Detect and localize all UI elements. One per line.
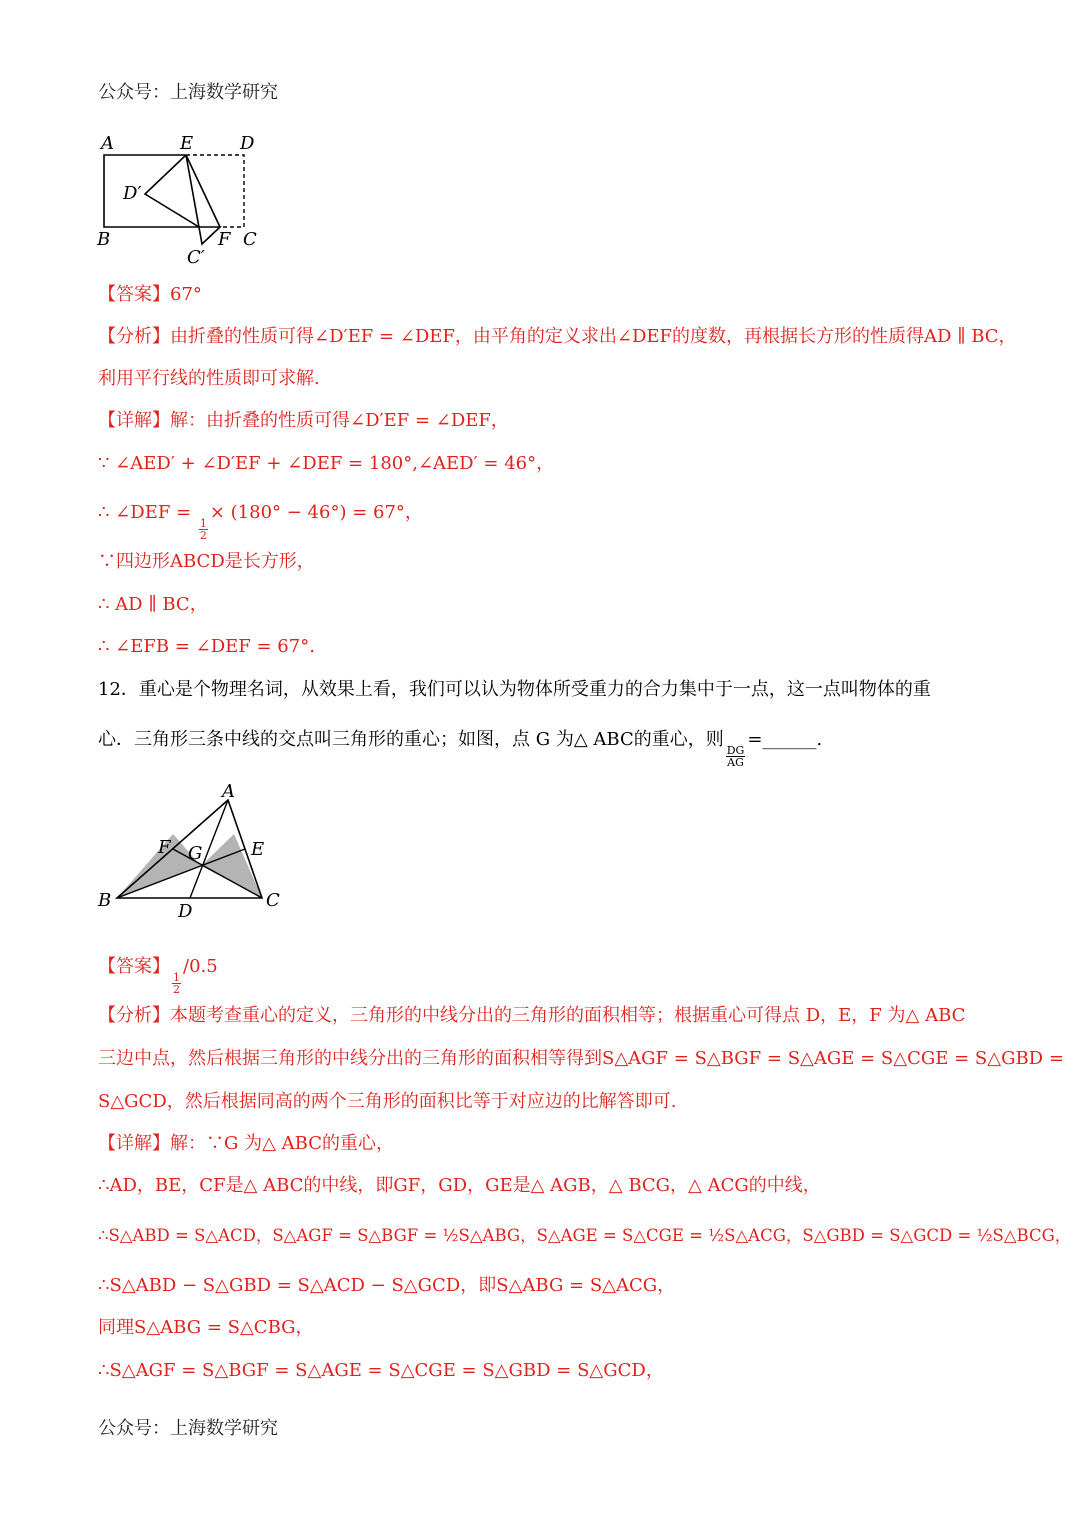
answer-value: 67°: [170, 284, 202, 305]
q11-detail-line-6: ∴ ∠EFB = ∠DEF = 67°.: [98, 636, 315, 657]
fold-line-ef: [186, 155, 220, 227]
q12-detail-line-5: 同理S△ABG = S△CBG，: [98, 1317, 314, 1338]
detail-text: 解：由折叠的性质可得∠D′EF = ∠DEF，: [170, 410, 509, 431]
label-b: B: [98, 890, 112, 911]
detail-text: 解：∵G 为△ ABC的重心，: [170, 1133, 394, 1154]
frac-num: DG: [726, 744, 745, 757]
centroid-triangle-figure: [90, 778, 300, 923]
label-a: A: [101, 133, 114, 154]
q12-answer: [98, 955, 218, 995]
q12-analysis-line-2: 三边中点，然后根据三角形的中线分出的三角形的面积相等得到S△AGF = S△BGF = S△AGE = S△CGE = S△GBD =: [98, 1048, 1064, 1069]
detail-tag: 【详解】: [98, 1133, 170, 1154]
folding-rectangle-figure: [90, 130, 270, 270]
q12-stem-line-1: 12．重心是个物理名词，从效果上看，我们可以认为物体所受重力的合力集中于一点，这一点叫物体的重: [98, 679, 931, 700]
q12-detail-line-3: ∴S△ABD = S△ACD，S△AGF = S△BGF = ½S△ABG，S△AGE = S△CGE = ½S△ACG，S△GBD = S△GCD = ½S△BCG，: [98, 1226, 1072, 1245]
q12-stem-line-2: [98, 728, 822, 768]
analysis-text: 由折叠的性质可得∠D′EF = ∠DEF，由平角的定义求出∠DEF的度数，再根据长方形的性质得AD ∥ BC，: [170, 326, 1017, 347]
half-fraction: [199, 518, 208, 541]
stem-text: 心．三角形三条中线的交点叫三角形的重心；如图，点 G 为△ ABC的重心，则: [98, 729, 724, 750]
label-d: D: [240, 133, 255, 154]
label-f: F: [218, 229, 231, 250]
analysis-text: 本题考查重心的定义，三角形的中线分出的三角形的面积相等；根据重心可得点 D，E，F 为△ ABC: [170, 1005, 966, 1026]
label-e: E: [180, 133, 194, 154]
q11-detail-line-1: [98, 409, 509, 433]
label-f: F: [158, 837, 171, 858]
frac-num: 1: [173, 971, 180, 984]
q12-analysis-line-3: S△GCD，然后根据同高的两个三角形的面积比等于对应边的比解答即可.: [98, 1091, 677, 1112]
stem-blank: =______.: [747, 729, 823, 750]
label-c-prime: C′: [187, 247, 205, 268]
folded-shape: [145, 155, 220, 244]
frac-den: 2: [173, 983, 180, 996]
label-c: C: [243, 229, 257, 250]
answer-tag: 【答案】: [98, 284, 170, 305]
frac-den: AG: [727, 756, 744, 769]
label-a: A: [222, 781, 235, 802]
q12-detail-line-1: [98, 1132, 394, 1156]
q11-detail-line-3: [98, 501, 423, 541]
q12-analysis-line-1: [98, 1004, 965, 1028]
page-footer: 公众号：上海数学研究: [98, 1418, 278, 1439]
answer-tag: 【答案】: [98, 956, 170, 977]
detail-tag: 【详解】: [98, 410, 170, 431]
q11-detail-line-5: ∴ AD ∥ BC，: [98, 594, 208, 615]
q11-analysis-line-1: [98, 325, 1017, 349]
q12-detail-line-4: ∴S△ABD − S△GBD = S△ACD − S△GCD，即S△ABG = S△ACG，: [98, 1275, 676, 1296]
analysis-tag: 【分析】: [98, 1005, 170, 1026]
analysis-tag: 【分析】: [98, 326, 170, 347]
q12-detail-line-2: ∴AD，BE，CF是△ ABC的中线，即GF，GD，GE是△ AGB，△ BCG，△ ACG的中线，: [98, 1175, 821, 1196]
q11-detail-line-2: ∵ ∠AED′ + ∠D′EF + ∠DEF = 180°,∠AED′ = 46°，: [98, 453, 555, 474]
q11-answer: [98, 283, 202, 307]
rectangle-solid-edges: [104, 155, 199, 227]
q12-detail-line-6: ∴S△AGF = S△BGF = S△AGE = S△CGE = S△GBD = S△GCD，: [98, 1360, 664, 1381]
frac-den: 2: [199, 529, 207, 542]
answer-alt: /0.5: [183, 956, 218, 977]
q11-analysis-line-2: 利用平行线的性质即可求解.: [98, 368, 320, 389]
detail-l3-pre: ∴ ∠DEF =: [98, 502, 197, 523]
label-c: C: [266, 890, 280, 911]
label-g: G: [188, 843, 203, 864]
label-b: B: [97, 229, 111, 250]
label-d-prime: D′: [123, 183, 142, 204]
label-d: D: [178, 901, 193, 922]
page-header: 公众号：上海数学研究: [98, 82, 278, 103]
answer-fraction: [172, 972, 181, 995]
frac-num: 1: [199, 517, 207, 530]
label-e: E: [251, 839, 265, 860]
q11-detail-line-4: ∵四边形ABCD是长方形，: [98, 551, 315, 572]
detail-l3-post: × (180° − 46°) = 67°，: [209, 502, 423, 523]
dg-ag-fraction: [726, 745, 746, 768]
